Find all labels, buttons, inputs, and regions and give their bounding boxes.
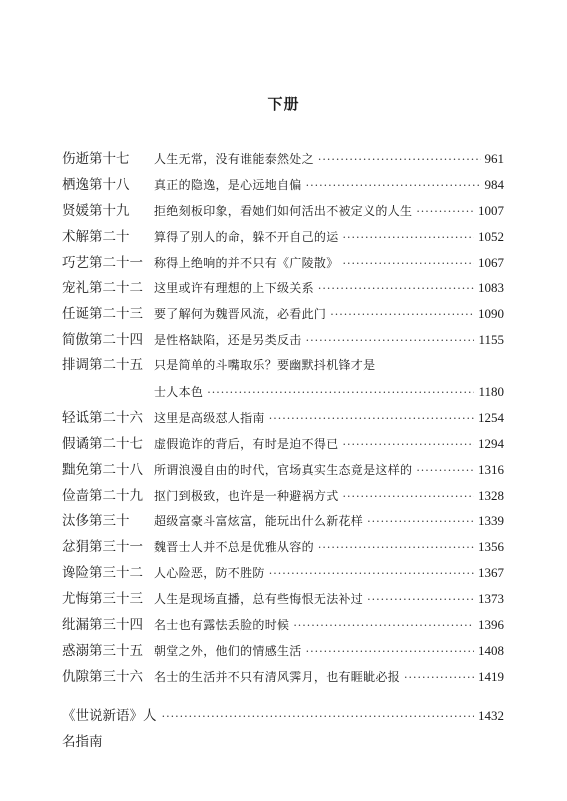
- dot-leader: [207, 380, 474, 406]
- page-number: 1339: [478, 513, 504, 529]
- chapter-description: 是性格缺陷，还是另类反击: [154, 333, 302, 348]
- page-number: 1007: [478, 202, 504, 218]
- chapter-title: 纰漏第三十四: [62, 617, 143, 634]
- page-number: 1083: [478, 280, 504, 296]
- page-number: 1180: [478, 384, 504, 400]
- toc-entry[interactable]: [62, 172, 504, 198]
- chapter-title: 假谲第二十七: [62, 435, 143, 452]
- page-number: 1090: [478, 306, 504, 322]
- toc-entry[interactable]: [62, 275, 504, 301]
- page-number: 1432: [478, 708, 504, 723]
- chapter-description: 抠门到极致，也许是一种避祸方式: [154, 488, 339, 503]
- chapter-description: 要了解何为魏晋风流，必看此门: [154, 307, 327, 322]
- toc-entry[interactable]: [62, 457, 504, 483]
- dot-leader: [343, 484, 474, 510]
- dot-leader: [269, 406, 474, 432]
- toc-entry[interactable]: [62, 353, 504, 405]
- dot-leader: [404, 665, 474, 691]
- page-number: 1316: [478, 461, 504, 477]
- chapter-description: 朝堂之外，他们的情感生活: [154, 643, 302, 658]
- chapter-description: 只是简单的斗嘴取乐？要幽默抖机锋才是: [154, 358, 376, 373]
- dot-leader: [367, 509, 474, 535]
- dot-leader: [318, 147, 481, 173]
- chapter-description: 超级富豪斗富炫富，能玩出什么新花样: [154, 514, 364, 529]
- chapter-title: 忿狷第三十一: [62, 539, 143, 556]
- dot-leader: [162, 704, 474, 730]
- toc-entry[interactable]: [62, 146, 504, 172]
- chapter-description: 魏晋士人并不总是优雅从容的: [154, 540, 314, 555]
- page-number: 1408: [478, 642, 504, 658]
- toc-entry[interactable]: [62, 534, 504, 560]
- dot-leader: [330, 302, 474, 328]
- toc-entry[interactable]: [62, 431, 504, 457]
- chapter-title: 栖逸第十八: [62, 176, 130, 193]
- page-number: 1155: [478, 332, 504, 348]
- toc-entry[interactable]: [62, 250, 504, 276]
- chapter-title: 巧艺第二十一: [62, 254, 143, 271]
- page-number: 961: [484, 151, 504, 166]
- chapter-title: 黜免第二十八: [62, 461, 143, 478]
- dot-leader: [343, 432, 474, 458]
- dot-leader: [318, 276, 474, 302]
- page-number: 1254: [478, 409, 504, 425]
- toc-entry[interactable]: [62, 560, 504, 586]
- chapter-description: 这里或许有理想的上下级关系: [154, 281, 314, 296]
- dot-leader: [306, 328, 475, 354]
- dot-leader: [343, 251, 474, 277]
- chapter-title: 仇隙第三十六: [62, 668, 143, 685]
- chapter-title: 简傲第二十四: [62, 332, 143, 349]
- dot-leader: [318, 535, 474, 561]
- table-of-contents: [62, 146, 504, 690]
- page-number: 1367: [478, 565, 504, 581]
- chapter-title: 贤媛第十九: [62, 202, 130, 219]
- dot-leader: [306, 639, 474, 665]
- page-number: 1356: [478, 539, 504, 555]
- chapter-title: 尤悔第三十三: [62, 591, 143, 608]
- chapter-title: 俭啬第二十九: [62, 487, 143, 504]
- page-number: 1396: [478, 617, 504, 633]
- page-title: 下册: [267, 95, 300, 113]
- dot-leader: [416, 458, 474, 484]
- toc-entry-name-index[interactable]: [62, 703, 504, 750]
- dot-leader: [269, 561, 474, 587]
- chapter-title: 伤逝第十七: [62, 151, 130, 167]
- chapter-description: 名士的生活并不只有清风霁月，也有睚眦必报: [154, 669, 401, 684]
- chapter-title: 汰侈第三十: [62, 513, 130, 530]
- chapter-description: 算得了别人的命，躲不开自己的运: [154, 229, 339, 244]
- chapter-description-continued: 士人本色: [154, 385, 204, 400]
- dot-leader: [367, 587, 474, 613]
- chapter-description: 真正的隐逸，是心远地自偏: [154, 177, 302, 192]
- chapter-description: 人生无常，没有谁能泰然处之: [154, 152, 314, 166]
- chapter-title: 惑溺第三十五: [62, 642, 143, 659]
- chapter-description: 名士也有露怯丢脸的时候: [154, 618, 290, 633]
- toc-entry[interactable]: [62, 483, 504, 509]
- page-number: 1294: [478, 435, 504, 451]
- chapter-description: 人心险恶，防不胜防: [154, 566, 265, 581]
- chapter-description: 这里是高级怼人指南: [154, 410, 265, 425]
- toc-entry[interactable]: [62, 664, 504, 690]
- toc-entry[interactable]: [62, 638, 504, 664]
- chapter-title: 排调第二十五: [62, 357, 143, 374]
- page-number: 1328: [478, 487, 504, 503]
- chapter-description: 人生是现场直播，总有些悔恨无法补过: [154, 592, 364, 607]
- chapter-title: 任诞第二十三: [62, 306, 143, 323]
- chapter-description: 拒绝刻板印象，看她们如何活出不被定义的人生: [154, 203, 413, 218]
- chapter-description: 称得上绝响的并不只有《广陵散》: [154, 255, 339, 270]
- toc-entry[interactable]: [62, 301, 504, 327]
- chapter-title: 谗险第三十二: [62, 565, 143, 582]
- chapter-description: 虚假诡诈的背后，有时是迫不得已: [154, 436, 339, 451]
- toc-entry[interactable]: [62, 327, 504, 353]
- chapter-description: 所谓浪漫自由的时代，官场真实生态竟是这样的: [154, 462, 413, 477]
- name-index-title: 《世说新语》人名指南: [62, 708, 157, 750]
- page-number: 1419: [478, 668, 504, 684]
- chapter-title: 术解第二十: [62, 228, 130, 245]
- toc-entry[interactable]: [62, 198, 504, 224]
- dot-leader: [293, 613, 474, 639]
- page-number: 1373: [478, 591, 504, 607]
- toc-entry[interactable]: [62, 405, 504, 431]
- chapter-description-block: [154, 353, 504, 405]
- chapter-title: 轻诋第二十六: [62, 409, 143, 426]
- dot-leader: [343, 225, 474, 251]
- toc-entry[interactable]: [62, 586, 504, 612]
- toc-entry[interactable]: [62, 508, 504, 534]
- page-number: 1067: [478, 254, 504, 270]
- toc-entry[interactable]: [62, 612, 504, 638]
- toc-entry[interactable]: [62, 224, 504, 250]
- chapter-title: 宠礼第二十二: [62, 280, 143, 297]
- dot-leader: [306, 173, 481, 199]
- page-number: 1052: [478, 228, 504, 244]
- page-number: 984: [484, 176, 504, 192]
- dot-leader: [416, 199, 474, 225]
